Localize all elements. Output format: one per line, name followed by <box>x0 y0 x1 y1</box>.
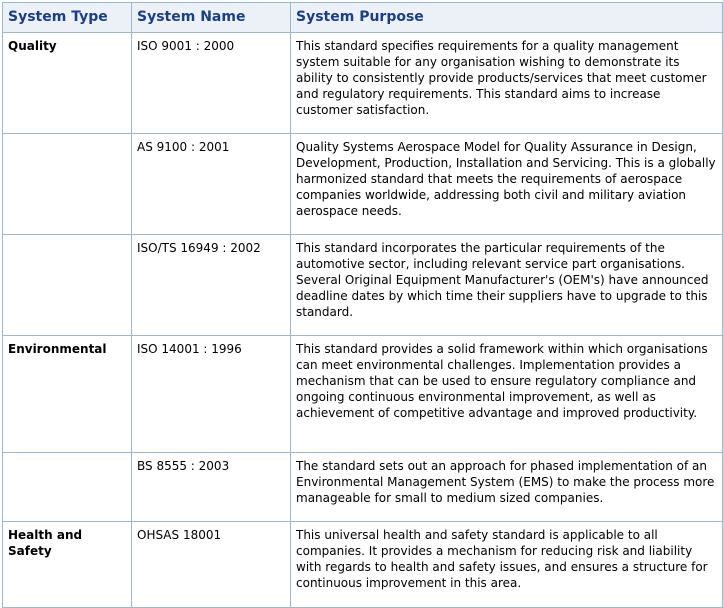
system-type-cell <box>3 453 132 522</box>
system-type-cell: Quality <box>3 33 132 134</box>
table-row <box>3 522 723 608</box>
system-name-cell: BS 8555 : 2003 <box>132 453 291 522</box>
system-purpose-cell: Quality Systems Aerospace Model for Quality Assurance in Design, Development, Production, Installation and Servicing. This is a globally harmonized standard that meets the requirements of aerospace companies worldwide, addressing both civil and military aviation aerospace needs. <box>291 134 723 235</box>
system-name-cell: ISO 9001 : 2000 <box>132 33 291 134</box>
standards-table <box>2 2 723 608</box>
system-type-cell: Environmental <box>3 336 132 453</box>
system-name-cell: OHSAS 18001 <box>132 522 291 608</box>
system-type-cell <box>3 235 132 336</box>
header-system-type: System Type <box>3 3 132 33</box>
table-row <box>3 336 723 453</box>
system-purpose-cell: This universal health and safety standard is applicable to all companies. It provides a mechanism for reducing risk and liability with regards to health and safety issues, and ensures a structure for continuous improvement in this area. <box>291 522 723 608</box>
system-type-cell <box>3 134 132 235</box>
table-row <box>3 453 723 522</box>
system-purpose-cell: This standard specifies requirements for a quality management system suitable for any organisation wishing to demonstrate its ability to consistently provide products/services that meet customer and regulatory requirements. This standard aims to increase customer satisfaction. <box>291 33 723 134</box>
system-name-cell: ISO 14001 : 1996 <box>132 336 291 453</box>
header-system-purpose: System Purpose <box>291 3 723 33</box>
system-name-cell: AS 9100 : 2001 <box>132 134 291 235</box>
system-type-cell: Health and Safety <box>3 522 132 608</box>
system-purpose-cell: This standard provides a solid framework within which organisations can meet environmental challenges. Implementation provides a mechanism that can be used to ensure regulatory compliance and ongoing continuous environmental improvement, as well as achievement of competitive advantage and improved productivity. <box>291 336 723 453</box>
table-row <box>3 33 723 134</box>
system-purpose-cell: This standard incorporates the particular requirements of the automotive sector, including relevant service part organisations. Several Original Equipment Manufacturer's (OEM's) have announced deadline dates by which time their suppliers have to upgrade to this standard. <box>291 235 723 336</box>
header-system-name: System Name <box>132 3 291 33</box>
system-name-cell: ISO/TS 16949 : 2002 <box>132 235 291 336</box>
system-purpose-cell: The standard sets out an approach for phased implementation of an Environmental Management System (EMS) to make the process more manageable for small to medium sized companies. <box>291 453 723 522</box>
table-row <box>3 134 723 235</box>
header-row <box>3 3 723 33</box>
table-row <box>3 235 723 336</box>
